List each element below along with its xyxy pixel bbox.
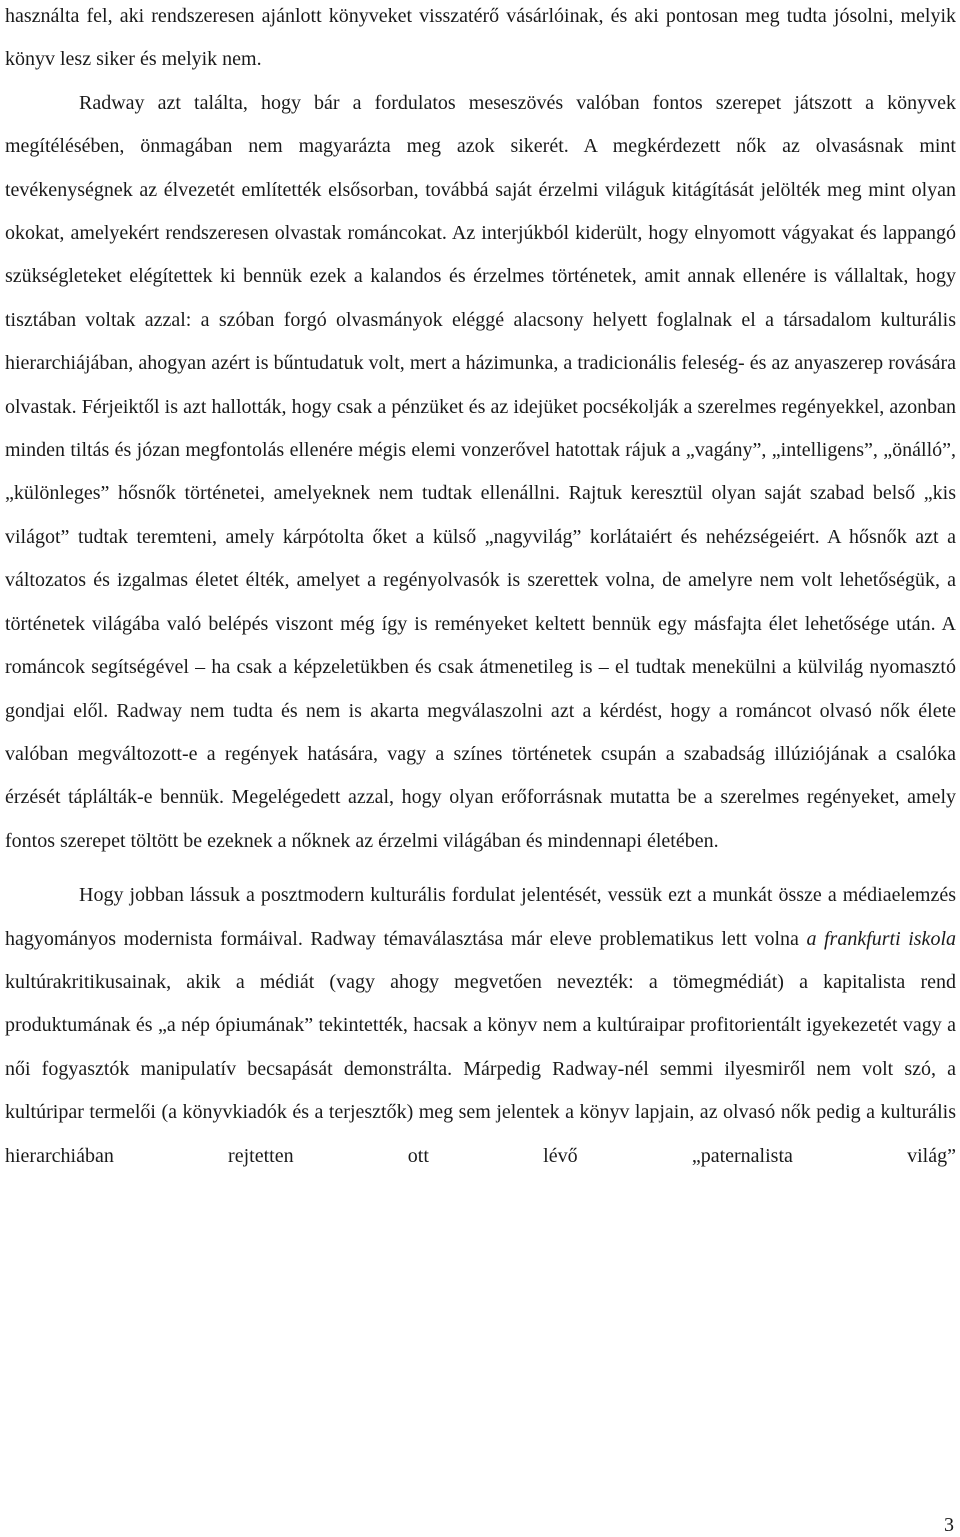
italic-term: a frankfurti iskola [806, 927, 956, 950]
paragraph-gap [5, 863, 956, 874]
paragraph-text-start: Hogy jobban lássuk a posztmodern kulturális fordulat jelentését, vessük ezt a munkát össze a médiaelemzés hagyományos modernista formáival. Radway témaválasztása már eleve problematikus lett volna [5, 884, 956, 950]
paragraph-text-end: kultúrakritikusainak, akik a médiát (vagy ahogy megvetően nevezték: a tömegmédiát) a kapitalista rend produktumának és „a nép ópiumának” tekintették, hacsak a könyv nem a kultúraipar profitorientált igyekezetét vagy a női fogyasztók manipulatív becsapását demonstrálta. Márpedig Radway-nél semmi ilyesmiről nem volt szó, a kultúripar termelői (a könyvkiadók és a terjesztők) meg sem jelentek a könyv lapjain, az olvasó nők pedig a kulturális hierarchiában rejtetten ott lévő „paternalista világ” [5, 970, 956, 1167]
paragraph-frankfurt-school [5, 874, 956, 1178]
document-page [5, 0, 956, 1178]
page-number: 3 [944, 1514, 954, 1536]
paragraph-radway-findings: Radway azt találta, hogy bár a fordulatos meseszövés valóban fontos szerepet játszott a könyvek megítélésében, önmagában nem magyarázta meg azok sikerét. A megkérdezett nők az olvasásnak mint tevékenységnek az élvezetét említették elsősorban, továbbá saját érzelmi világuk kitágítását jelölték meg mint olyan okokat, amelyekért rendszeresen olvastak románcokat. Az interjúkból kiderült, hogy elnyomott vágyakat és lappangó szükségleteket elégítettek ki bennük ezek a kalandos és érzelmes történetek, amit annak ellenére is vállaltak, hogy tisztában voltak azzal: a szóban forgó olvasmányok eléggé alacsony helyett foglalnak el a társadalom kulturális hierarchiájában, ahogyan azért is bűntudatuk volt, mert a házimunka, a tradicionális feleség- és az anyaszerep rovására olvastak. Férjeiktől is azt hallották, hogy csak a pénzüket és az idejüket pocsékolják a szerelmes regényekkel, azonban minden tiltás és józan megfontolás ellenére mégis elemi vonzerővel hatottak rájuk a „vagány”, „intelligens”, „önálló”, „különleges” hősnők történetei, amelyeknek nem tudtak ellenállni. Rajtuk keresztül olyan saját szabad belső „kis világot” tudtak teremteni, amely kárpótolta őket a külső „nagyvilág” korlátaiért és nehézségeiért. A hősnők azt a változatos és izgalmas életet élték, amelyet a regényolvasók is szerettek volna, de amelyre nem volt lehetőségük, a történetek világába való belépés viszont még így is reményeket keltett bennük egy másfajta élet lehetősége után. A románcok segítségével – ha csak a képzeletükben és csak átmenetileg is – el tudtak menekülni a külvilág nyomasztó gondjai elől. Radway nem tudta és nem is akarta megválaszolni azt a kérdést, hogy a románcot olvasó nők élete valóban megváltozott-e a regények hatására, vagy a színes történetek csupán a szabadság illúziójának a csalóka érzését táplálták-e bennük. Megelégedett azzal, hogy olyan erőforrásnak mutatta be a szerelmes regényeket, amely fontos szerepet töltött be ezeknek a nőknek az érzelmi világában és mindennapi életében. [5, 91, 956, 852]
paragraph-continuation: használta fel, aki rendszeresen ajánlott könyveket visszatérő vásárlóinak, és aki pontosan meg tudta jósolni, melyik könyv lesz siker és melyik nem. [5, 5, 956, 71]
